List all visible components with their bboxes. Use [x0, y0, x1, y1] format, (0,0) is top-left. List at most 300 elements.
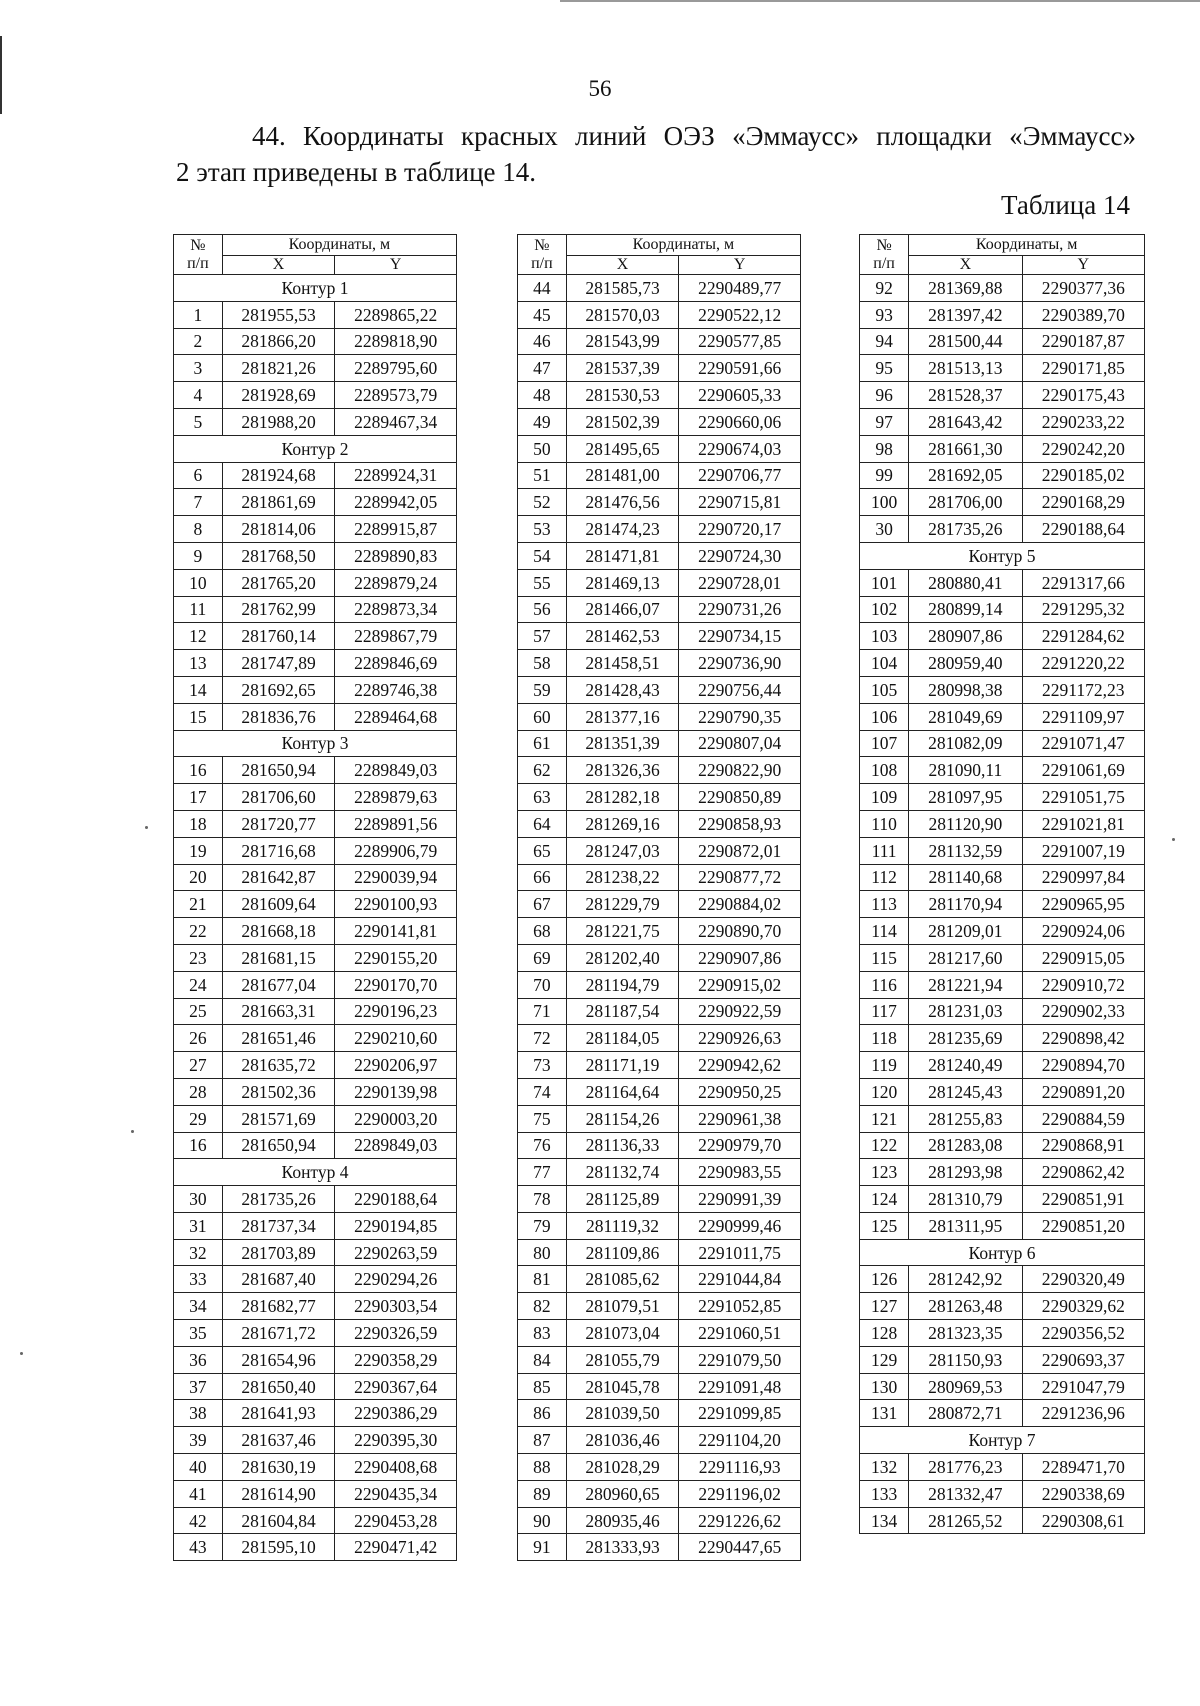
- table-row: [518, 355, 801, 382]
- table-row: [860, 596, 1145, 623]
- table-row: [174, 1480, 457, 1507]
- coordinate-y: 2290185,02: [1022, 462, 1144, 489]
- table-row: [174, 971, 457, 998]
- coordinate-y: 2290807,04: [679, 730, 801, 757]
- coordinate-x: 281642,87: [222, 864, 335, 891]
- coordinate-x: 281571,69: [222, 1105, 335, 1132]
- table-row: [174, 891, 457, 918]
- table-row: [860, 355, 1145, 382]
- table-row: [518, 1346, 801, 1373]
- coordinate-x: 281326,36: [566, 757, 679, 784]
- coordinate-x: 281706,00: [909, 489, 1022, 516]
- coordinate-y: 2291099,85: [679, 1400, 801, 1427]
- point-number: 108: [860, 757, 909, 784]
- point-number: 118: [860, 1025, 909, 1052]
- coordinate-y: 2290358,29: [335, 1346, 457, 1373]
- point-number: 124: [860, 1186, 909, 1213]
- scan-margin-mark: [0, 36, 2, 114]
- table-row: [518, 435, 801, 462]
- point-number: 115: [860, 944, 909, 971]
- coordinate-y: 2290591,66: [679, 355, 801, 382]
- coordinate-y: 2290155,20: [335, 944, 457, 971]
- coordinate-x: 281125,89: [566, 1186, 679, 1213]
- coordinate-y: 2290724,30: [679, 542, 801, 569]
- coordinate-x: 281217,60: [909, 944, 1022, 971]
- table-row: [860, 301, 1145, 328]
- table-row: [518, 1320, 801, 1347]
- table-row: [518, 1078, 801, 1105]
- point-number: 80: [518, 1239, 567, 1266]
- page-number: 56: [588, 76, 612, 101]
- point-number: 75: [518, 1105, 567, 1132]
- point-number: 21: [174, 891, 223, 918]
- table-row: [174, 864, 457, 891]
- coordinate-x: 281269,16: [566, 810, 679, 837]
- point-number: 2: [174, 328, 223, 355]
- coordinate-y: 2290188,64: [1022, 516, 1144, 543]
- coordinate-y: 2289464,68: [335, 703, 457, 730]
- point-number: 122: [860, 1132, 909, 1159]
- contour-label: Контур 7: [860, 1427, 1145, 1454]
- point-number: 93: [860, 301, 909, 328]
- point-number: 37: [174, 1373, 223, 1400]
- coordinate-y: 2290326,59: [335, 1320, 457, 1347]
- coordinate-y: 2290910,72: [1022, 971, 1144, 998]
- coordinate-x: 281687,40: [222, 1266, 335, 1293]
- coordinate-x: 281643,42: [909, 408, 1022, 435]
- coordinate-y: 2290489,77: [679, 275, 801, 302]
- coordinate-x: 280907,86: [909, 623, 1022, 650]
- table-row: [174, 757, 457, 784]
- table-row: [860, 810, 1145, 837]
- point-number: 123: [860, 1159, 909, 1186]
- point-number: 92: [860, 275, 909, 302]
- coordinate-y: 2290168,29: [1022, 489, 1144, 516]
- table-row: [174, 676, 457, 703]
- table-row: [860, 864, 1145, 891]
- coordinate-x: 281242,92: [909, 1266, 1022, 1293]
- table-row: [518, 1052, 801, 1079]
- header-number-line1: №: [876, 236, 892, 254]
- point-number: 119: [860, 1052, 909, 1079]
- table-row: [518, 1534, 801, 1561]
- point-number: 59: [518, 676, 567, 703]
- coordinate-y: 2290915,05: [1022, 944, 1144, 971]
- coordinate-x: 281692,65: [222, 676, 335, 703]
- table-row: [860, 275, 1145, 302]
- coordinate-y: 2289467,34: [335, 408, 457, 435]
- header-row: [518, 235, 801, 256]
- coordinate-x: 281924,68: [222, 462, 335, 489]
- point-number: 10: [174, 569, 223, 596]
- coordinate-x: 281045,78: [566, 1373, 679, 1400]
- coordinates-table-middle: [517, 234, 801, 1561]
- coordinate-y: 2290577,85: [679, 328, 801, 355]
- coordinate-x: 281955,53: [222, 301, 335, 328]
- table-row: [174, 703, 457, 730]
- table-row: [860, 516, 1145, 543]
- coordinate-y: 2290983,55: [679, 1159, 801, 1186]
- coordinate-x: 281735,26: [909, 516, 1022, 543]
- coordinate-x: 281650,94: [222, 1132, 335, 1159]
- coordinate-y: 2291047,79: [1022, 1373, 1144, 1400]
- coordinate-y: 2290233,22: [1022, 408, 1144, 435]
- point-number: 45: [518, 301, 567, 328]
- table-row: [518, 596, 801, 623]
- header-y: Y: [679, 256, 801, 275]
- table-row: [860, 1507, 1145, 1534]
- coordinate-x: 280880,41: [909, 569, 1022, 596]
- table-row: [860, 1400, 1145, 1427]
- coordinate-x: 281332,47: [909, 1480, 1022, 1507]
- coordinate-y: 2289906,79: [335, 837, 457, 864]
- scan-speck: [20, 1352, 23, 1355]
- point-number: 126: [860, 1266, 909, 1293]
- intro-line-2: 2 этап приведены в таблице 14.: [176, 157, 537, 187]
- point-number: 7: [174, 489, 223, 516]
- coordinate-y: 2291011,75: [679, 1239, 801, 1266]
- coordinate-x: 280872,71: [909, 1400, 1022, 1427]
- point-number: 1: [174, 301, 223, 328]
- coordinate-x: 281263,48: [909, 1293, 1022, 1320]
- point-number: 60: [518, 703, 567, 730]
- coordinate-x: 281194,79: [566, 971, 679, 998]
- coordinate-x: 280969,53: [909, 1373, 1022, 1400]
- coordinate-x: 281238,22: [566, 864, 679, 891]
- coordinate-y: 2290471,42: [335, 1534, 457, 1561]
- table-row: [518, 1427, 801, 1454]
- coordinate-x: 281502,39: [566, 408, 679, 435]
- point-number: 63: [518, 784, 567, 811]
- coordinate-x: 281150,93: [909, 1346, 1022, 1373]
- table-row: [518, 837, 801, 864]
- table-row: [518, 757, 801, 784]
- coordinate-y: 2290822,90: [679, 757, 801, 784]
- table-row: [860, 650, 1145, 677]
- table-row: [174, 408, 457, 435]
- table-row: [518, 1159, 801, 1186]
- table-row: [518, 1186, 801, 1213]
- point-number: 121: [860, 1105, 909, 1132]
- coordinate-y: 2289471,70: [1022, 1454, 1144, 1481]
- coordinate-x: 281397,42: [909, 301, 1022, 328]
- table-row: [174, 1507, 457, 1534]
- point-number: 36: [174, 1346, 223, 1373]
- table-row: [174, 596, 457, 623]
- point-number: 4: [174, 382, 223, 409]
- table-row: [518, 1400, 801, 1427]
- coordinate-y: 2290263,59: [335, 1239, 457, 1266]
- coordinate-x: 281120,90: [909, 810, 1022, 837]
- scan-speck: [131, 1130, 134, 1133]
- point-number: 71: [518, 998, 567, 1025]
- coordinate-x: 281637,46: [222, 1427, 335, 1454]
- coordinate-y: 2289573,79: [335, 382, 457, 409]
- coordinate-y: 2290942,62: [679, 1052, 801, 1079]
- coordinate-x: 281481,00: [566, 462, 679, 489]
- table-row: [174, 1373, 457, 1400]
- table-row: [860, 1212, 1145, 1239]
- contour-label: Контур 3: [174, 730, 457, 757]
- coordinate-x: 281663,31: [222, 998, 335, 1025]
- contour-label: Контур 2: [174, 435, 457, 462]
- table-row: [518, 1480, 801, 1507]
- table-row: [860, 1454, 1145, 1481]
- table-row: [860, 1480, 1145, 1507]
- point-number: 94: [860, 328, 909, 355]
- coordinate-x: 281537,39: [566, 355, 679, 382]
- coordinate-x: 281255,83: [909, 1105, 1022, 1132]
- table-row: [174, 1427, 457, 1454]
- coordinate-x: 281476,56: [566, 489, 679, 516]
- table-row: [174, 328, 457, 355]
- header-number: [860, 235, 909, 275]
- point-number: 25: [174, 998, 223, 1025]
- coordinate-y: 2291091,48: [679, 1373, 801, 1400]
- point-number: 104: [860, 650, 909, 677]
- coordinate-y: 2290453,28: [335, 1507, 457, 1534]
- coordinate-y: 2291044,84: [679, 1266, 801, 1293]
- table-caption: Таблица 14: [1001, 190, 1130, 220]
- table-row: [174, 1132, 457, 1159]
- header-y: Y: [1022, 256, 1144, 275]
- table-row: [174, 301, 457, 328]
- coordinate-y: 2291052,85: [679, 1293, 801, 1320]
- coordinate-x: 281247,03: [566, 837, 679, 864]
- point-number: 29: [174, 1105, 223, 1132]
- coordinate-y: 2290435,34: [335, 1480, 457, 1507]
- coordinate-y: 2291104,20: [679, 1427, 801, 1454]
- point-number: 78: [518, 1186, 567, 1213]
- point-number: 42: [174, 1507, 223, 1534]
- coordinate-y: 2290693,37: [1022, 1346, 1144, 1373]
- point-number: 47: [518, 355, 567, 382]
- point-number: 13: [174, 650, 223, 677]
- contour-row: [174, 1159, 457, 1186]
- table-row: [518, 462, 801, 489]
- table-row: [860, 703, 1145, 730]
- table-row: [860, 1159, 1145, 1186]
- point-number: 103: [860, 623, 909, 650]
- coordinate-x: 281585,73: [566, 275, 679, 302]
- coordinate-x: 281184,05: [566, 1025, 679, 1052]
- coordinate-y: 2290100,93: [335, 891, 457, 918]
- point-number: 61: [518, 730, 567, 757]
- coordinate-x: 281221,75: [566, 918, 679, 945]
- coordinate-y: 2291220,22: [1022, 650, 1144, 677]
- point-number: 87: [518, 1427, 567, 1454]
- point-number: 32: [174, 1239, 223, 1266]
- table-row: [860, 569, 1145, 596]
- coordinate-y: 2290660,06: [679, 408, 801, 435]
- coordinate-x: 281677,04: [222, 971, 335, 998]
- coordinate-y: 2289915,87: [335, 516, 457, 543]
- coordinate-x: 281209,01: [909, 918, 1022, 945]
- coordinate-x: 281085,62: [566, 1266, 679, 1293]
- table-row: [518, 944, 801, 971]
- coordinate-y: 2290894,70: [1022, 1052, 1144, 1079]
- coordinate-y: 2290756,44: [679, 676, 801, 703]
- table-row: [860, 435, 1145, 462]
- coordinate-y: 2290950,25: [679, 1078, 801, 1105]
- table-row: [174, 1212, 457, 1239]
- coordinate-x: 281164,64: [566, 1078, 679, 1105]
- coordinate-x: 281641,93: [222, 1400, 335, 1427]
- coordinate-y: 2289879,63: [335, 784, 457, 811]
- coordinate-y: 2289924,31: [335, 462, 457, 489]
- table-row: [174, 944, 457, 971]
- point-number: 16: [174, 1132, 223, 1159]
- table-row: [860, 1373, 1145, 1400]
- table-row: [518, 542, 801, 569]
- header-x: X: [909, 256, 1022, 275]
- coordinate-y: 2290790,35: [679, 703, 801, 730]
- table-row: [174, 1105, 457, 1132]
- coordinate-y: 2290408,68: [335, 1454, 457, 1481]
- point-number: 96: [860, 382, 909, 409]
- coordinate-y: 2290329,62: [1022, 1293, 1144, 1320]
- point-number: 30: [860, 516, 909, 543]
- point-number: 52: [518, 489, 567, 516]
- table-row: [518, 1212, 801, 1239]
- point-number: 109: [860, 784, 909, 811]
- table-row: [518, 810, 801, 837]
- table-row: [518, 382, 801, 409]
- point-number: 3: [174, 355, 223, 382]
- coordinate-x: 281119,32: [566, 1212, 679, 1239]
- table-row: [860, 1025, 1145, 1052]
- coordinate-x: 281668,18: [222, 918, 335, 945]
- point-number: 100: [860, 489, 909, 516]
- coordinate-y: 2290872,01: [679, 837, 801, 864]
- table-row: [860, 784, 1145, 811]
- coordinate-y: 2291109,97: [1022, 703, 1144, 730]
- table-row: [518, 275, 801, 302]
- coordinate-x: 281928,69: [222, 382, 335, 409]
- point-number: 77: [518, 1159, 567, 1186]
- point-number: 68: [518, 918, 567, 945]
- coordinate-y: 2290188,64: [335, 1186, 457, 1213]
- coordinate-y: 2290850,89: [679, 784, 801, 811]
- point-number: 95: [860, 355, 909, 382]
- point-number: 127: [860, 1293, 909, 1320]
- coordinate-x: 281428,43: [566, 676, 679, 703]
- table-row: [518, 328, 801, 355]
- coordinate-y: 2290303,54: [335, 1293, 457, 1320]
- point-number: 83: [518, 1320, 567, 1347]
- scan-speck: [145, 826, 148, 829]
- table-row: [518, 489, 801, 516]
- point-number: 26: [174, 1025, 223, 1052]
- table-row: [518, 1105, 801, 1132]
- point-number: 6: [174, 462, 223, 489]
- coordinate-x: 281716,68: [222, 837, 335, 864]
- table-row: [860, 1346, 1145, 1373]
- coordinate-y: 2289846,69: [335, 650, 457, 677]
- table-row: [860, 1186, 1145, 1213]
- coordinate-x: 281235,69: [909, 1025, 1022, 1052]
- coordinate-x: 281604,84: [222, 1507, 335, 1534]
- point-number: 18: [174, 810, 223, 837]
- coordinate-x: 281171,19: [566, 1052, 679, 1079]
- point-number: 129: [860, 1346, 909, 1373]
- point-number: 39: [174, 1427, 223, 1454]
- coordinate-y: 2291172,23: [1022, 676, 1144, 703]
- coordinate-x: 281293,98: [909, 1159, 1022, 1186]
- header-coordinates: Координаты, м: [566, 235, 800, 256]
- header-number: [518, 235, 567, 275]
- coordinate-x: 281462,53: [566, 623, 679, 650]
- coordinate-y: 2290961,38: [679, 1105, 801, 1132]
- contour-row: [860, 1239, 1145, 1266]
- point-number: 125: [860, 1212, 909, 1239]
- coordinate-y: 2290720,17: [679, 516, 801, 543]
- table-row: [518, 676, 801, 703]
- header-x: X: [222, 256, 335, 275]
- coordinate-x: 281671,72: [222, 1320, 335, 1347]
- coordinate-y: 2289818,90: [335, 328, 457, 355]
- table-row: [174, 1078, 457, 1105]
- coordinate-x: 281082,09: [909, 730, 1022, 757]
- point-number: 67: [518, 891, 567, 918]
- coordinate-x: 281866,20: [222, 328, 335, 355]
- table-row: [174, 998, 457, 1025]
- table-row: [518, 1239, 801, 1266]
- contour-row: [174, 435, 457, 462]
- coordinate-y: 2289890,83: [335, 542, 457, 569]
- coordinate-y: 2289942,05: [335, 489, 457, 516]
- table-row: [860, 489, 1145, 516]
- coordinate-x: 281500,44: [909, 328, 1022, 355]
- point-number: 66: [518, 864, 567, 891]
- point-number: 40: [174, 1454, 223, 1481]
- coordinate-y: 2290395,30: [335, 1427, 457, 1454]
- point-number: 48: [518, 382, 567, 409]
- coordinate-y: 2290891,20: [1022, 1078, 1144, 1105]
- table-row: [860, 623, 1145, 650]
- header-number-line1: №: [190, 236, 206, 254]
- coordinate-x: 281776,23: [909, 1454, 1022, 1481]
- coordinate-y: 2290731,26: [679, 596, 801, 623]
- coordinates-table-right: [859, 234, 1145, 1534]
- coordinate-y: 2290851,91: [1022, 1186, 1144, 1213]
- coordinate-y: 2290294,26: [335, 1266, 457, 1293]
- coordinate-y: 2290308,61: [1022, 1507, 1144, 1534]
- coordinate-y: 2290447,65: [679, 1534, 801, 1561]
- coordinate-x: 280899,14: [909, 596, 1022, 623]
- coordinate-x: 281692,05: [909, 462, 1022, 489]
- coordinate-x: 281282,18: [566, 784, 679, 811]
- coordinate-y: 2290242,20: [1022, 435, 1144, 462]
- coordinate-y: 2291007,19: [1022, 837, 1144, 864]
- coordinate-x: 281861,69: [222, 489, 335, 516]
- coordinate-x: 281988,20: [222, 408, 335, 435]
- coordinate-x: 281140,68: [909, 864, 1022, 891]
- table-row: [518, 1025, 801, 1052]
- coordinate-y: 2290979,70: [679, 1132, 801, 1159]
- header-row: [860, 235, 1145, 256]
- table-row: [860, 1293, 1145, 1320]
- table-row: [518, 301, 801, 328]
- point-number: 112: [860, 864, 909, 891]
- point-number: 54: [518, 542, 567, 569]
- table-row: [518, 1507, 801, 1534]
- point-number: 79: [518, 1212, 567, 1239]
- table-row: [174, 1534, 457, 1561]
- coordinate-y: 2290902,33: [1022, 998, 1144, 1025]
- header-y: Y: [335, 256, 457, 275]
- point-number: 43: [174, 1534, 223, 1561]
